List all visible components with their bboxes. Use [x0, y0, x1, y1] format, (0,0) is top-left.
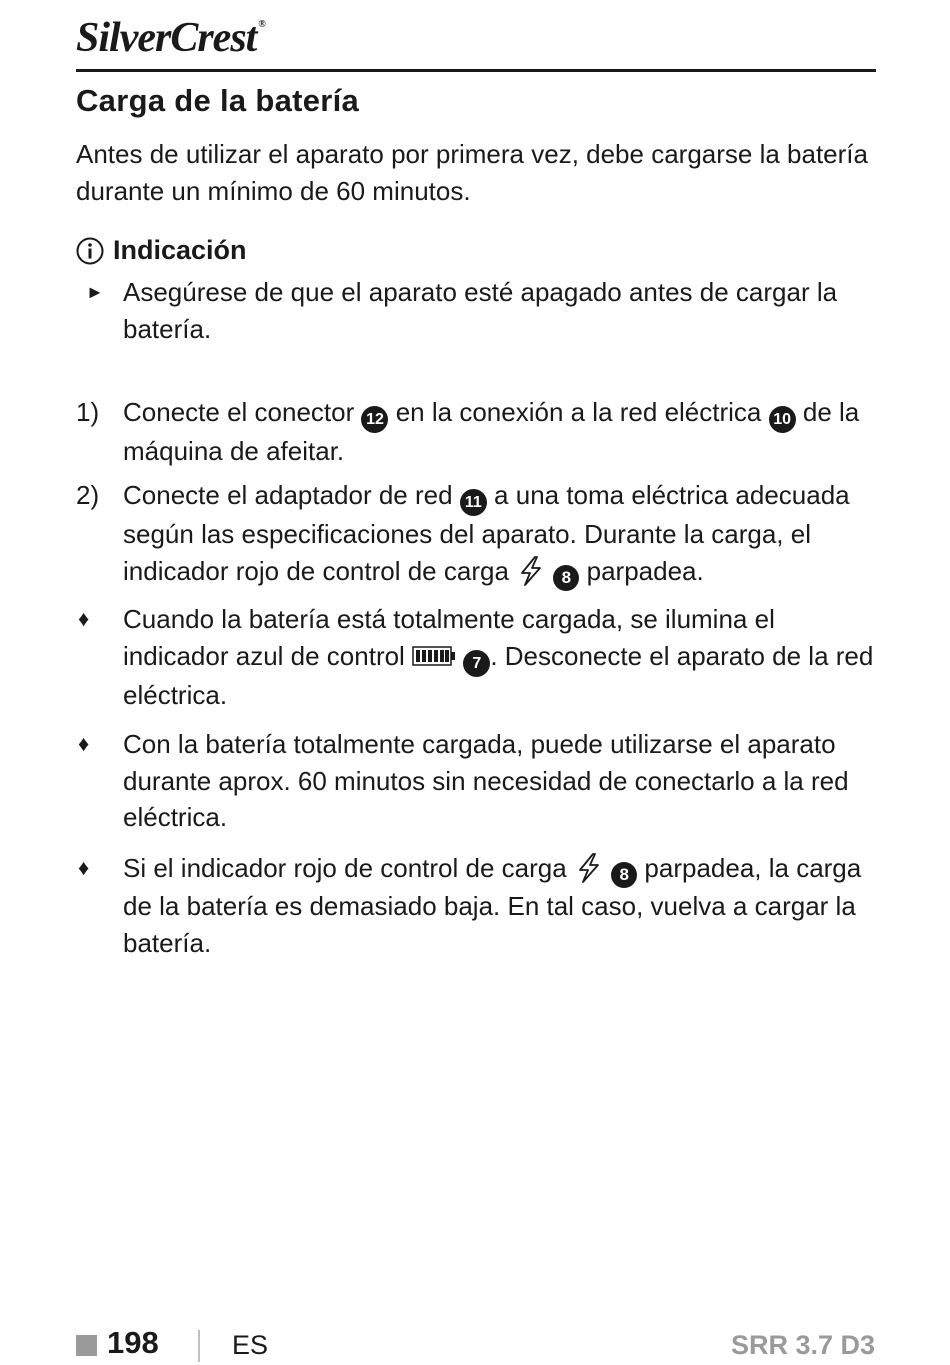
battery-full-icon: [412, 644, 456, 668]
triangle-bullet-icon: ►: [86, 282, 104, 302]
step-number: 2): [76, 480, 100, 510]
note-heading-text: Indicación: [113, 235, 247, 265]
page-number: 198: [107, 1325, 159, 1360]
language-code: ES: [232, 1330, 269, 1360]
bullet-text: Si el indicador rojo de control de carga: [123, 853, 567, 883]
note-heading: [76, 235, 247, 266]
bullet-text: Con la batería totalmente cargada, puede utilizarse el aparato durante aprox. 60 minutos sin necesidad de conectarlo a la red eléctrica.: [123, 729, 849, 832]
step-2: [76, 477, 886, 591]
lightning-bolt-icon: [516, 555, 546, 587]
step-text: Conecte el conector: [123, 397, 355, 427]
bullet-text: parpadea, la carga de la batería es demasiado baja. En tal caso, vuelva a cargar la batería.: [123, 853, 862, 958]
footer-divider: [198, 1330, 200, 1362]
note-bullet: [76, 274, 886, 347]
header-rule: [76, 69, 876, 72]
step-1: [76, 394, 886, 470]
bullet-text: Cuando la batería está totalmente cargada, se ilumina el indicador azul de control: [123, 604, 775, 671]
diamond-bullet-icon: ♦: [78, 855, 90, 880]
intro-paragraph: Antes de utilizar el aparato por primera vez, debe cargarse la batería durante un mínimo de 60 minutos.: [76, 139, 868, 206]
bullet-item: [76, 726, 886, 836]
diamond-bullet-icon: ♦: [78, 731, 90, 756]
bullet-item: [76, 850, 886, 961]
step-text: parpadea.: [586, 555, 704, 586]
bullet-item: [76, 601, 886, 713]
brand-name: SilverCrest: [76, 15, 257, 61]
info-circle-icon: [76, 237, 104, 265]
step-number: 1): [76, 397, 100, 427]
brand-logo: [76, 14, 265, 62]
reference-number-badge: 8: [553, 565, 579, 591]
reference-number-badge: 10: [769, 406, 796, 433]
reference-number-badge: 7: [463, 650, 490, 677]
registered-mark: ®: [258, 19, 265, 30]
note-bullet-text: Asegúrese de que el aparato esté apagado antes de cargar la batería.: [123, 277, 838, 344]
step-text: a una toma eléctrica adecuada según las especificaciones del aparato. Durante la carga, el indicador rojo de control de carga: [123, 480, 850, 586]
reference-number-badge: 12: [361, 406, 388, 433]
model-number: SRR 3.7 D3: [730, 1330, 875, 1360]
diamond-bullet-icon: ♦: [78, 606, 90, 631]
section-title: Carga de la batería: [76, 83, 360, 118]
footer-square-marker: [76, 1335, 97, 1356]
step-text: de la máquina de afeitar.: [123, 397, 860, 466]
lightning-bolt-icon: [574, 852, 604, 884]
step-text: en la conexión a la red eléctrica: [395, 397, 762, 427]
reference-number-badge: 11: [460, 489, 487, 516]
bullet-text: . Desconecte el aparato de la red eléctrica.: [123, 640, 874, 710]
reference-number-badge: 8: [611, 862, 637, 888]
step-text: Conecte el adaptador de red: [123, 480, 453, 510]
